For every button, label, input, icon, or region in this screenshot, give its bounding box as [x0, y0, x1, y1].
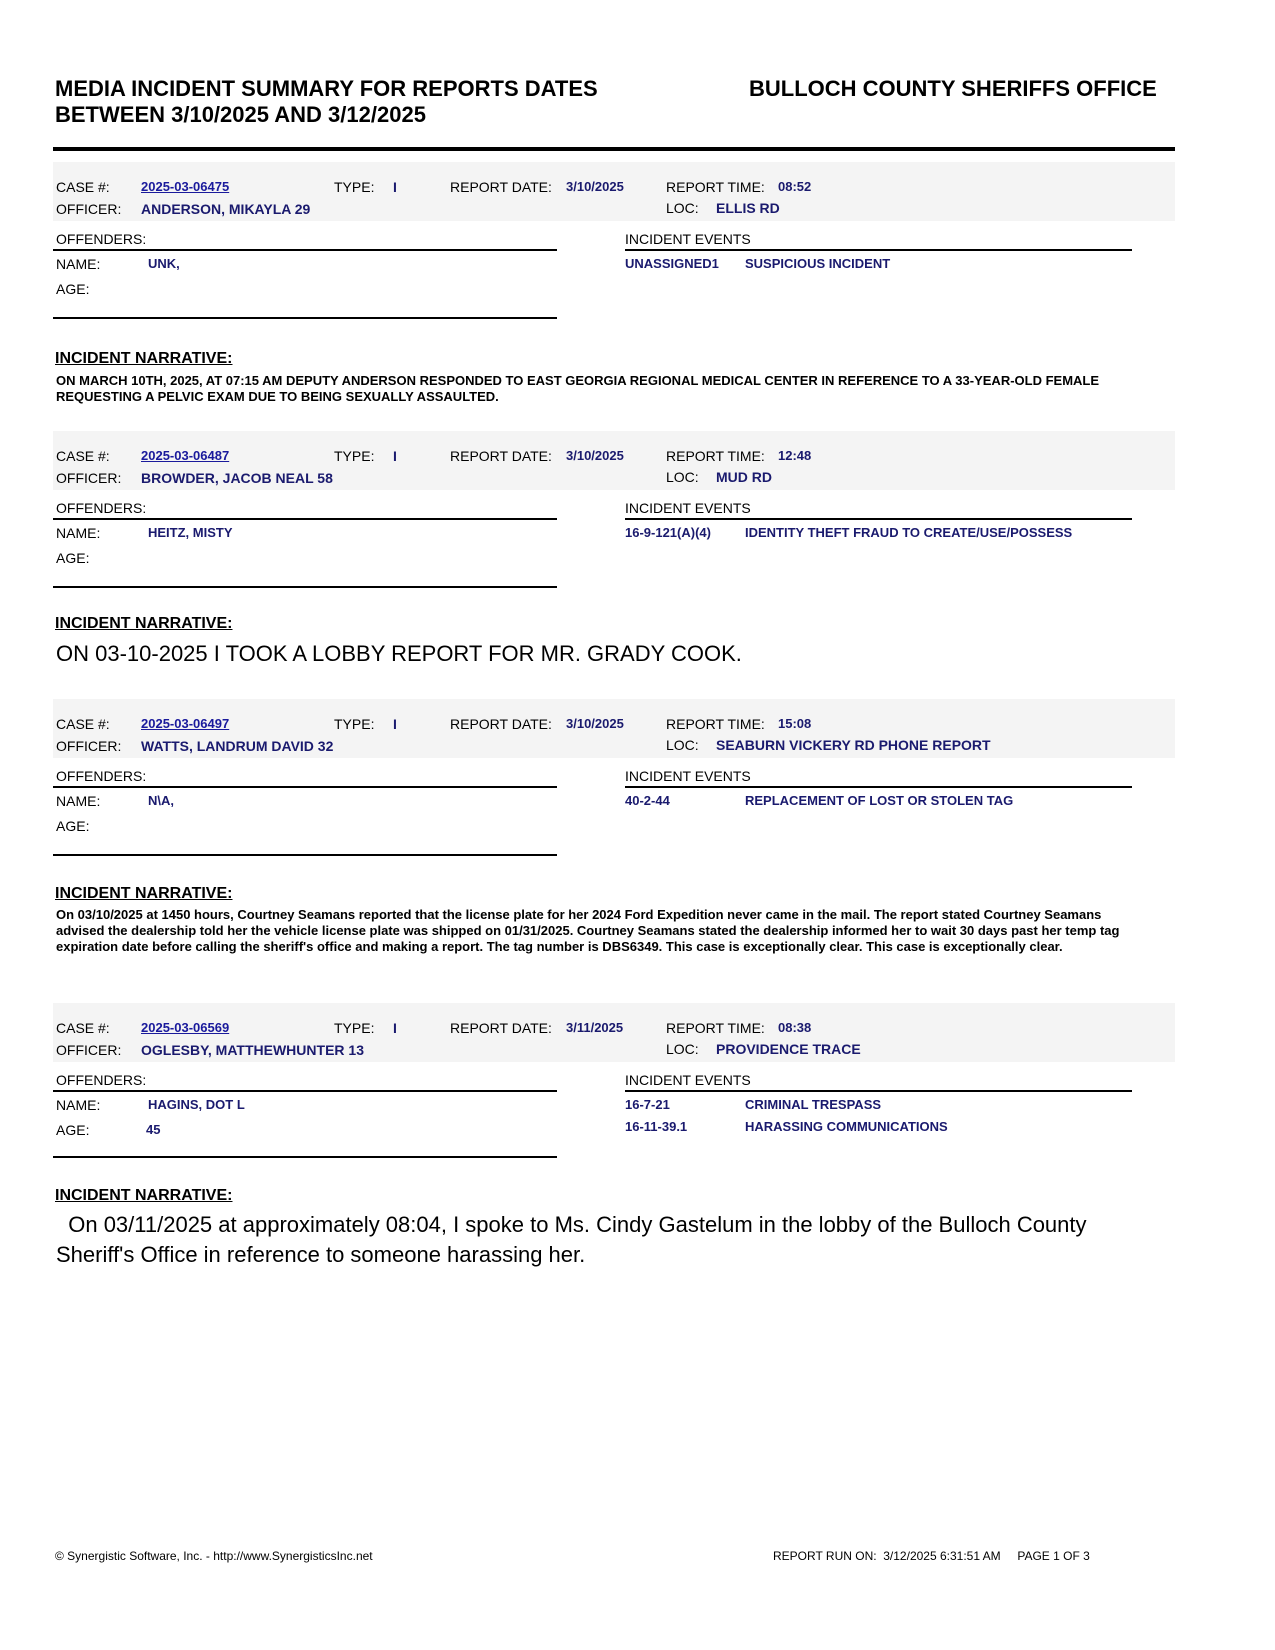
- narrative-text: On 03/10/2025 at 1450 hours, Courtney Seamans reported that the license plate for her 2024 Ford Expedition never came in the mail. The report stated Courtney Seamans advised the dealership told her the vehicle license plate was shipped on 01/31/2025. Courtney Seamans stated the dealership informed her to wait 30 days past her temp tag expiration date before calling the sheriff's office and making a report. The tag number is DBS6349. This case is exceptionally clear. This case is exceptionally clear.: [56, 907, 1120, 954]
- report-date-label: REPORT DATE:: [450, 179, 552, 195]
- offenders-label: OFFENDERS:: [56, 231, 147, 247]
- event-description: REPLACEMENT OF LOST OR STOLEN TAG: [745, 793, 1014, 808]
- type-label: TYPE:: [334, 179, 375, 195]
- case-number-link[interactable]: 2025-03-06475: [141, 179, 230, 194]
- name-label: NAME:: [56, 1097, 101, 1113]
- narrative-heading: INCIDENT NARRATIVE:: [55, 885, 233, 902]
- report-date-label: REPORT DATE:: [450, 716, 552, 732]
- type-label: TYPE:: [334, 448, 375, 464]
- offenders-bottom-rule: [53, 317, 557, 319]
- report-time-value: 08:52: [778, 179, 812, 194]
- event-description: CRIMINAL TRESPASS: [745, 1097, 882, 1112]
- name-label: NAME:: [56, 256, 101, 272]
- footer-report-run: [773, 1549, 1090, 1563]
- narrative-text: ON 03-10-2025 I TOOK A LOBBY REPORT FOR MR. GRADY COOK.: [56, 641, 742, 666]
- report-time-value: 15:08: [778, 716, 812, 731]
- loc-value: PROVIDENCE TRACE: [716, 1041, 861, 1057]
- event-code: 16-11-39.1: [625, 1119, 688, 1134]
- report-time-label: REPORT TIME:: [666, 1020, 765, 1036]
- narrative-heading: INCIDENT NARRATIVE:: [55, 350, 233, 367]
- offenders-label: OFFENDERS:: [56, 1072, 147, 1088]
- officer-value: ANDERSON, MIKAYLA 29: [141, 201, 311, 217]
- loc-label: LOC:: [666, 1041, 699, 1057]
- report-title-line1: MEDIA INCIDENT SUMMARY FOR REPORTS DATES: [55, 76, 598, 101]
- report-title-line2: BETWEEN 3/10/2025 AND 3/12/2025: [55, 102, 426, 127]
- report-time-value: 08:38: [778, 1020, 812, 1035]
- offender-name: N\A,: [148, 793, 174, 808]
- narrative-heading: INCIDENT NARRATIVE:: [55, 615, 233, 632]
- officer-label: OFFICER:: [56, 470, 122, 486]
- offenders-label: OFFENDERS:: [56, 768, 147, 784]
- report-date-label: REPORT DATE:: [450, 448, 552, 464]
- officer-value: OGLESBY, MATTHEWHUNTER 13: [141, 1042, 364, 1058]
- report-run-value: 3/12/2025 6:31:51 AM: [883, 1549, 1001, 1563]
- officer-label: OFFICER:: [56, 738, 122, 754]
- case-label: CASE #:: [56, 1020, 110, 1036]
- event-code: 40-2-44: [625, 793, 670, 808]
- case-label: CASE #:: [56, 448, 110, 464]
- offenders-bottom-rule: [53, 586, 557, 588]
- incident-events-label: INCIDENT EVENTS: [625, 768, 751, 784]
- page-number: PAGE 1 OF 3: [1017, 1549, 1090, 1563]
- officer-value: BROWDER, JACOB NEAL 58: [141, 470, 333, 486]
- officer-value: WATTS, LANDRUM DAVID 32: [141, 738, 334, 754]
- header-rule: [53, 147, 1175, 151]
- officer-label: OFFICER:: [56, 201, 122, 217]
- loc-label: LOC:: [666, 200, 699, 216]
- narrative-text: ON MARCH 10TH, 2025, AT 07:15 AM DEPUTY ANDERSON RESPONDED TO EAST GEORGIA REGIONAL MEDICAL CENTER IN REFERENCE TO A 33-YEAR-OLD FEMALE REQUESTING A PELVIC EXAM DUE TO BEING SEXUALLY ASSAULTED.: [56, 373, 1100, 404]
- age-label: AGE:: [56, 550, 90, 566]
- type-label: TYPE:: [334, 1020, 375, 1036]
- loc-label: LOC:: [666, 469, 699, 485]
- event-code: 16-9-121(A)(4): [625, 525, 711, 540]
- incident-events-label: INCIDENT EVENTS: [625, 231, 751, 247]
- offenders-rule: [53, 1090, 557, 1092]
- incident-events-rule: [625, 1090, 1132, 1092]
- incident-events-rule: [625, 786, 1132, 788]
- footer-copyright: © Synergistic Software, Inc. - http://www.SynergisticsInc.net: [55, 1549, 373, 1563]
- officer-label: OFFICER:: [56, 1042, 122, 1058]
- age-label: AGE:: [56, 281, 90, 297]
- offender-name: UNK,: [148, 256, 180, 271]
- case-label: CASE #:: [56, 716, 110, 732]
- loc-value: MUD RD: [716, 469, 772, 485]
- report-run-label: REPORT RUN ON:: [773, 1549, 877, 1563]
- offender-name: HEITZ, MISTY: [148, 525, 233, 540]
- report-time-value: 12:48: [778, 448, 812, 463]
- offenders-label: OFFENDERS:: [56, 500, 147, 516]
- case-number-link[interactable]: 2025-03-06487: [141, 448, 230, 463]
- offenders-rule: [53, 518, 557, 520]
- type-value: I: [393, 179, 397, 195]
- event-description: SUSPICIOUS INCIDENT: [745, 256, 891, 271]
- type-value: I: [393, 716, 397, 732]
- offenders-rule: [53, 249, 557, 251]
- report-date-label: REPORT DATE:: [450, 1020, 552, 1036]
- case-number-link[interactable]: 2025-03-06497: [141, 716, 230, 731]
- type-value: I: [393, 448, 397, 464]
- report-time-label: REPORT TIME:: [666, 179, 765, 195]
- loc-value: ELLIS RD: [716, 200, 780, 216]
- agency-name: BULLOCH COUNTY SHERIFFS OFFICE: [749, 76, 1157, 101]
- age-label: AGE:: [56, 1122, 90, 1138]
- offender-name: HAGINS, DOT L: [148, 1097, 245, 1112]
- case-number-link[interactable]: 2025-03-06569: [141, 1020, 230, 1035]
- event-description: HARASSING COMMUNICATIONS: [745, 1119, 948, 1134]
- name-label: NAME:: [56, 793, 101, 809]
- report-date-value: 3/10/2025: [566, 179, 624, 194]
- offender-age: 45: [146, 1122, 161, 1137]
- name-label: NAME:: [56, 525, 101, 541]
- report-date-value: 3/10/2025: [566, 448, 624, 463]
- incident-events-label: INCIDENT EVENTS: [625, 500, 751, 516]
- incident-events-rule: [625, 249, 1132, 251]
- report-time-label: REPORT TIME:: [666, 716, 765, 732]
- type-label: TYPE:: [334, 716, 375, 732]
- incident-events-rule: [625, 518, 1132, 520]
- loc-value: SEABURN VICKERY RD PHONE REPORT: [716, 737, 991, 753]
- event-description: IDENTITY THEFT FRAUD TO CREATE/USE/POSSESS: [745, 525, 1073, 540]
- incident-events-label: INCIDENT EVENTS: [625, 1072, 751, 1088]
- offenders-bottom-rule: [53, 1156, 557, 1158]
- case-label: CASE #:: [56, 179, 110, 195]
- report-date-value: 3/11/2025: [566, 1020, 624, 1035]
- type-value: I: [393, 1020, 397, 1036]
- event-code: 16-7-21: [625, 1097, 670, 1112]
- age-label: AGE:: [56, 818, 90, 834]
- offenders-rule: [53, 786, 557, 788]
- report-time-label: REPORT TIME:: [666, 448, 765, 464]
- event-code: UNASSIGNED1: [625, 256, 719, 271]
- report-date-value: 3/10/2025: [566, 716, 624, 731]
- narrative-heading: INCIDENT NARRATIVE:: [55, 1187, 233, 1204]
- narrative-text: On 03/11/2025 at approximately 08:04, I spoke to Ms. Cindy Gastelum in the lobby of the Bulloch County Sheriff's Office in reference to someone harassing her.: [56, 1212, 1093, 1267]
- loc-label: LOC:: [666, 737, 699, 753]
- offenders-bottom-rule: [53, 854, 557, 856]
